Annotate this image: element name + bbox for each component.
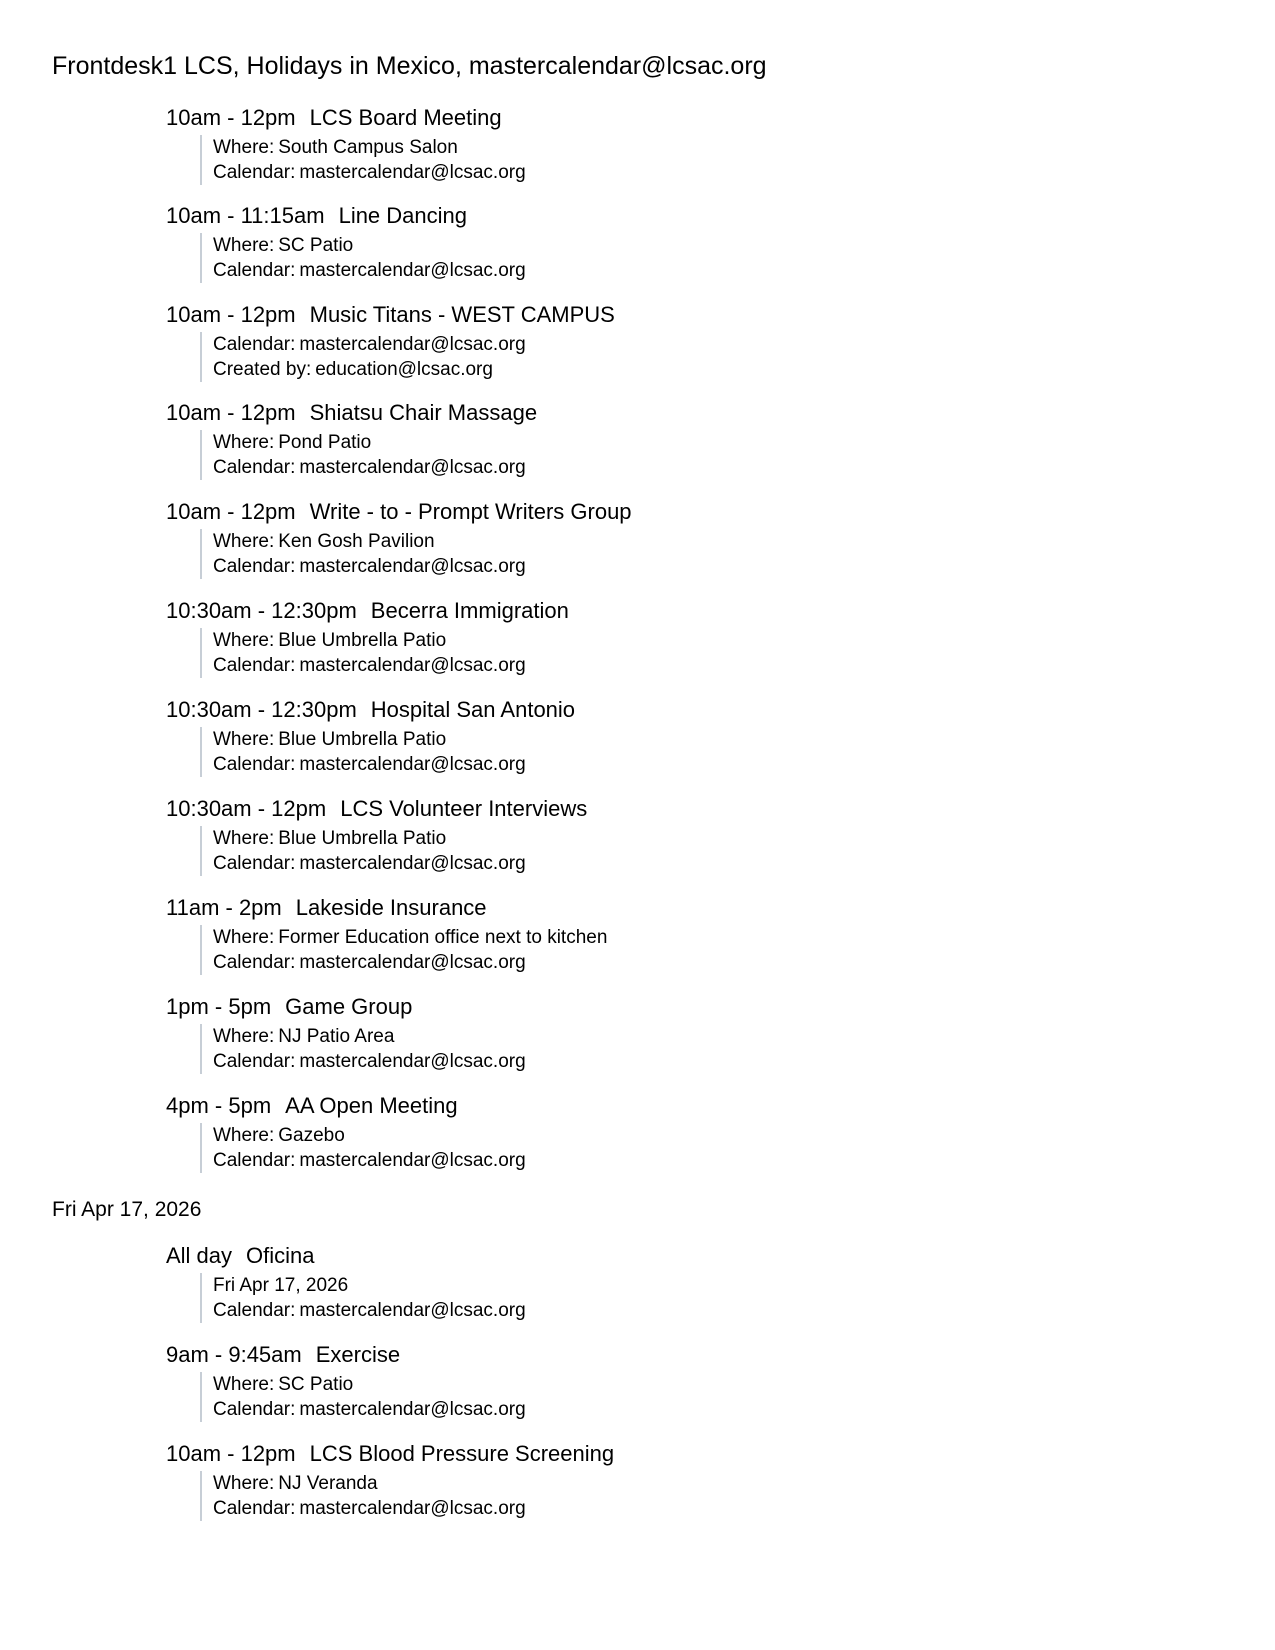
calendar-value: mastercalendar@lcsac.org	[299, 1300, 526, 1321]
where-value: NJ Patio Area	[278, 1026, 395, 1047]
calendar-label: Calendar:	[213, 952, 296, 973]
where-label: Where:	[213, 531, 275, 552]
calendar-label: Calendar:	[213, 260, 296, 281]
event-heading	[166, 1441, 1066, 1467]
event-time: 10am - 12pm	[166, 1441, 296, 1466]
where-value: South Campus Salon	[278, 137, 458, 158]
where-value: Blue Umbrella Patio	[278, 828, 447, 849]
calendar-value: mastercalendar@lcsac.org	[299, 1150, 526, 1171]
calendar-value: mastercalendar@lcsac.org	[299, 334, 526, 355]
where-label: Where:	[213, 1374, 275, 1395]
where-label: Where:	[213, 828, 275, 849]
event-title: Becerra Immigration	[370, 598, 569, 623]
event-item	[166, 796, 1066, 876]
event-time: 10am - 12pm	[166, 302, 296, 327]
event-heading	[166, 1342, 1066, 1368]
calendar-label: Calendar:	[213, 162, 296, 183]
event-item	[166, 1441, 1066, 1521]
event-item	[166, 994, 1066, 1074]
calendar-value: mastercalendar@lcsac.org	[299, 1051, 526, 1072]
event-heading	[166, 400, 1066, 426]
event-calendar	[213, 1496, 1066, 1521]
event-time: 10am - 12pm	[166, 105, 296, 130]
where-label: Where:	[213, 630, 275, 651]
event-calendar	[213, 1049, 1066, 1074]
event-created-by	[213, 357, 1066, 382]
created-by-label: Created by:	[213, 359, 312, 380]
event-heading	[166, 105, 1066, 131]
calendar-label: Calendar:	[213, 334, 296, 355]
event-calendar	[213, 1397, 1066, 1422]
where-value: SC Patio	[278, 1374, 354, 1395]
event-item	[166, 1243, 1066, 1323]
event-heading	[166, 697, 1066, 723]
event-calendar	[213, 554, 1066, 579]
event-item	[166, 598, 1066, 678]
event-calendar	[213, 950, 1066, 975]
event-where	[213, 233, 1066, 258]
event-where	[213, 1024, 1066, 1049]
event-calendar	[213, 332, 1066, 357]
event-title: Hospital San Antonio	[370, 697, 576, 722]
event-title: Game Group	[285, 994, 413, 1019]
event-item	[166, 697, 1066, 777]
calendar-value: mastercalendar@lcsac.org	[299, 556, 526, 577]
event-where	[213, 628, 1066, 653]
calendar-label: Calendar:	[213, 655, 296, 676]
calendar-label: Calendar:	[213, 754, 296, 775]
event-item	[166, 203, 1066, 283]
event-calendar	[213, 752, 1066, 777]
event-heading	[166, 1093, 1066, 1119]
where-value: Former Education office next to kitchen	[278, 927, 608, 948]
event-time: 10am - 12pm	[166, 499, 296, 524]
event-time: 10:30am - 12:30pm	[166, 598, 357, 623]
where-value: Blue Umbrella Patio	[278, 729, 447, 750]
event-calendar	[213, 653, 1066, 678]
event-time: 1pm - 5pm	[166, 994, 272, 1019]
event-time: 10am - 11:15am	[166, 203, 325, 228]
event-heading	[166, 499, 1066, 525]
event-where	[213, 135, 1066, 160]
event-calendar	[213, 455, 1066, 480]
event-details	[200, 1471, 1066, 1521]
event-where	[213, 925, 1066, 950]
calendar-value: mastercalendar@lcsac.org	[299, 457, 526, 478]
event-time: 10:30am - 12pm	[166, 796, 327, 821]
where-label: Where:	[213, 235, 275, 256]
calendar-value: mastercalendar@lcsac.org	[299, 853, 526, 874]
event-details	[200, 233, 1066, 283]
calendar-label: Calendar:	[213, 1498, 296, 1519]
event-where	[213, 529, 1066, 554]
calendar-label: Calendar:	[213, 1300, 296, 1321]
event-time: 9am - 9:45am	[166, 1342, 302, 1367]
event-details	[200, 1024, 1066, 1074]
event-time: 10am - 12pm	[166, 400, 296, 425]
event-time: 4pm - 5pm	[166, 1093, 272, 1118]
event-item	[166, 1342, 1066, 1422]
where-label: Where:	[213, 1125, 275, 1146]
event-details	[200, 826, 1066, 876]
where-value: Blue Umbrella Patio	[278, 630, 447, 651]
event-details	[200, 135, 1066, 185]
event-title: Music Titans - WEST CAMPUS	[309, 302, 615, 327]
date-heading: Fri Apr 17, 2026	[52, 1198, 202, 1221]
event-details	[200, 1123, 1066, 1173]
event-calendar	[213, 258, 1066, 283]
calendar-value: mastercalendar@lcsac.org	[299, 952, 526, 973]
event-time: All day	[166, 1243, 233, 1268]
event-details	[200, 1273, 1066, 1323]
where-label: Where:	[213, 137, 275, 158]
calendar-label: Calendar:	[213, 556, 296, 577]
where-label: Where:	[213, 1473, 275, 1494]
event-calendar	[213, 1298, 1066, 1323]
calendar-label: Calendar:	[213, 1150, 296, 1171]
event-details	[200, 628, 1066, 678]
calendar-value: mastercalendar@lcsac.org	[299, 754, 526, 775]
event-calendar	[213, 160, 1066, 185]
event-item	[166, 302, 1066, 382]
event-title: Exercise	[315, 1342, 401, 1367]
where-label: Where:	[213, 927, 275, 948]
event-details	[200, 1372, 1066, 1422]
event-item	[166, 895, 1066, 975]
event-title: LCS Volunteer Interviews	[340, 796, 588, 821]
event-title: Shiatsu Chair Massage	[309, 400, 538, 425]
event-heading	[166, 1243, 1066, 1269]
event-title: Oficina	[246, 1243, 315, 1268]
event-item	[166, 400, 1066, 480]
calendar-value: mastercalendar@lcsac.org	[299, 162, 526, 183]
where-value: NJ Veranda	[278, 1473, 378, 1494]
event-title: AA Open Meeting	[285, 1093, 458, 1118]
where-value: Gazebo	[278, 1125, 345, 1146]
calendar-label: Calendar:	[213, 1399, 296, 1420]
where-label: Where:	[213, 729, 275, 750]
event-where	[213, 1372, 1066, 1397]
event-item	[166, 105, 1066, 185]
event-title: Write - to - Prompt Writers Group	[309, 499, 632, 524]
calendar-value: mastercalendar@lcsac.org	[299, 655, 526, 676]
calendar-label: Calendar:	[213, 457, 296, 478]
where-value: Pond Patio	[278, 432, 372, 453]
event-details	[200, 332, 1066, 382]
event-heading	[166, 203, 1066, 229]
event-where	[213, 1471, 1066, 1496]
page-title: Frontdesk1 LCS, Holidays in Mexico, mastercalendar@lcsac.org	[52, 52, 767, 80]
calendar-label: Calendar:	[213, 1051, 296, 1072]
event-details	[200, 727, 1066, 777]
event-title: LCS Board Meeting	[309, 105, 502, 130]
event-title: Line Dancing	[338, 203, 468, 228]
event-time: 10:30am - 12:30pm	[166, 697, 357, 722]
calendar-value: mastercalendar@lcsac.org	[299, 1399, 526, 1420]
where-value: Ken Gosh Pavilion	[278, 531, 435, 552]
event-heading	[166, 598, 1066, 624]
event-title: LCS Blood Pressure Screening	[309, 1441, 615, 1466]
event-title: Lakeside Insurance	[295, 895, 487, 920]
event-item	[166, 499, 1066, 579]
event-heading	[166, 895, 1066, 921]
event-time: 11am - 2pm	[166, 895, 282, 920]
where-label: Where:	[213, 432, 275, 453]
event-where	[213, 1123, 1066, 1148]
event-heading	[166, 796, 1066, 822]
calendar-value: mastercalendar@lcsac.org	[299, 1498, 526, 1519]
where-value: SC Patio	[278, 235, 354, 256]
event-item	[166, 1093, 1066, 1173]
event-date-line: Fri Apr 17, 2026	[213, 1275, 349, 1296]
calendar-value: mastercalendar@lcsac.org	[299, 260, 526, 281]
created-by-value: education@lcsac.org	[315, 359, 493, 380]
event-where	[213, 826, 1066, 851]
calendar-label: Calendar:	[213, 853, 296, 874]
event-heading	[166, 994, 1066, 1020]
where-label: Where:	[213, 1026, 275, 1047]
event-heading	[166, 302, 1066, 328]
event-details	[200, 529, 1066, 579]
event-calendar	[213, 1148, 1066, 1173]
event-where	[213, 430, 1066, 455]
event-calendar	[213, 851, 1066, 876]
event-details	[200, 430, 1066, 480]
event-where	[213, 727, 1066, 752]
event-details	[200, 925, 1066, 975]
